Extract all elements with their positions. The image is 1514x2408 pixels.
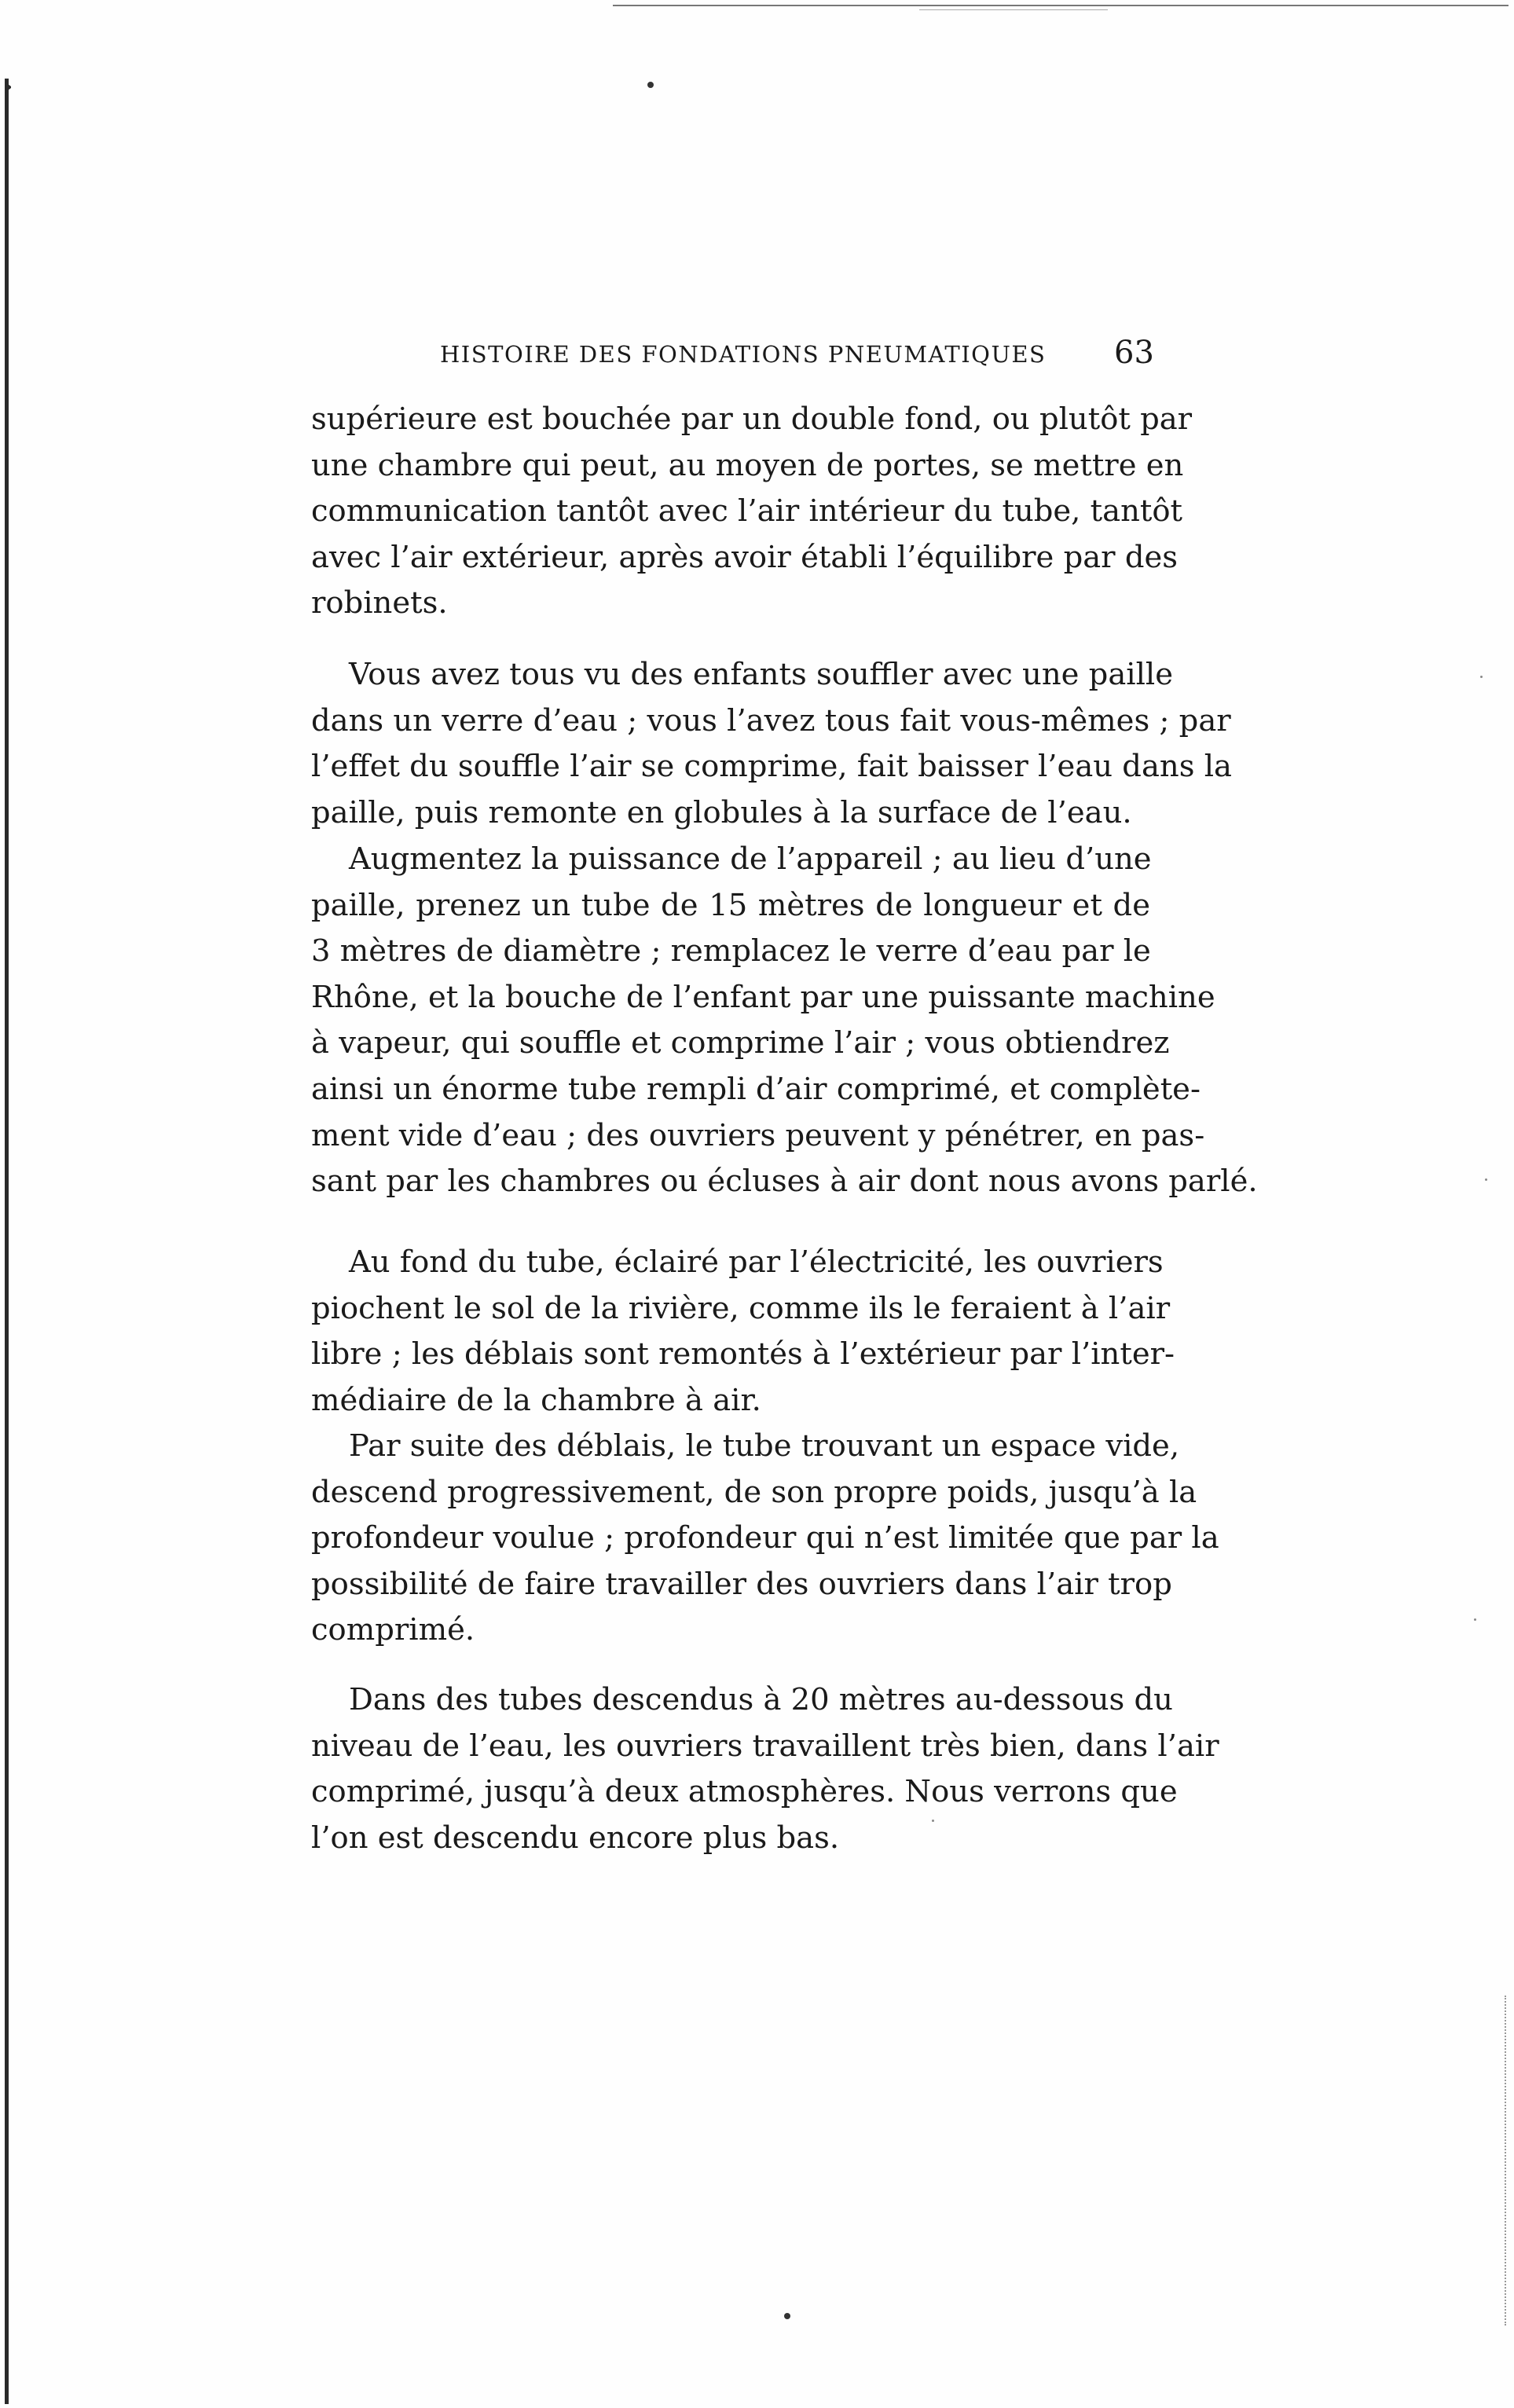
- text-line: une chambre qui peut, au moyen de portes, se mettre en: [311, 447, 1184, 483]
- text-line: l’on est descendu encore plus bas.: [311, 1820, 840, 1856]
- text-line: descend progressivement, de son propre poids, jusqu’à la: [311, 1474, 1197, 1510]
- text-line: à vapeur, qui souffle et comprime l’air ; vous obtiendrez: [311, 1025, 1170, 1061]
- paragraph-5: [311, 1424, 1219, 1654]
- text-line: avec l’air extérieur, après avoir établi l’équilibre par des: [311, 539, 1179, 575]
- page-number: 63: [1114, 335, 1154, 371]
- text-line: libre ; les déblais sont remontés à l’extérieur par l’inter-: [311, 1336, 1175, 1373]
- text-line: sant par les chambres ou écluses à air dont nous avons parlé.: [311, 1164, 1258, 1200]
- ink-speck: [1474, 1618, 1476, 1621]
- text-line: comprimé.: [311, 1612, 475, 1648]
- running-header: HISTOIRE DES FONDATIONS PNEUMATIQUES: [440, 341, 1047, 368]
- text-line: dans un verre d’eau ; vous l’avez tous fait vous-mêmes ; par: [311, 702, 1231, 739]
- paragraph-4: [311, 1240, 1175, 1424]
- paragraph-1: [311, 397, 1193, 627]
- text-line: paille, puis remonte en globules à la surface de l’eau.: [311, 794, 1132, 830]
- text-line: piochent le sol de la rivière, comme ils le feraient à l’air: [311, 1290, 1171, 1326]
- text-line: 3 mètres de diamètre ; remplacez le verre d’eau par le: [311, 933, 1151, 969]
- text-line: l’effet du souffle l’air se comprime, fait baisser l’eau dans la: [311, 749, 1232, 785]
- top-scan-edge: [613, 5, 1509, 6]
- paragraph-3: [311, 837, 1258, 1205]
- text-line: médiaire de la chambre à air.: [311, 1382, 761, 1418]
- right-scan-edge: [1505, 1996, 1508, 2326]
- text-line: Au fond du tube, éclairé par l’électricité, les ouvriers: [349, 1244, 1164, 1280]
- text-line: niveau de l’eau, les ouvriers travaillent très bien, dans l’air: [311, 1728, 1219, 1764]
- ink-speck: [1485, 1178, 1487, 1181]
- text-line: comprimé, jusqu’à deux atmosphères. Nous verrons que: [311, 1774, 1178, 1810]
- binding-edge: [5, 79, 9, 2404]
- text-line: ainsi un énorme tube rempli d’air comprimé, et complète-: [311, 1071, 1201, 1107]
- text-line: Augmentez la puissance de l’appareil ; au lieu d’une: [349, 841, 1152, 877]
- paragraph-6: [311, 1677, 1219, 1861]
- text-line: ment vide d’eau ; des ouvriers peuvent y pénétrer, en pas-: [311, 1117, 1205, 1153]
- text-line: communication tantôt avec l’air intérieur du tube, tantôt: [311, 493, 1182, 530]
- top-scan-edge-secondary: [919, 9, 1108, 10]
- binding-mark: [5, 82, 16, 93]
- ink-speck: [1480, 676, 1483, 678]
- text-line: supérieure est bouchée par un double fond, ou plutôt par: [311, 401, 1193, 437]
- text-line: profondeur voulue ; profondeur qui n’est limitée que par la: [311, 1520, 1219, 1556]
- text-line: Dans des tubes descendus à 20 mètres au-dessous du: [349, 1682, 1173, 1717]
- text-line: possibilité de faire travailler des ouvriers dans l’air trop: [311, 1566, 1172, 1602]
- text-line: Vous avez tous vu des enfants souffler avec une paille: [349, 657, 1173, 692]
- paragraph-2: [311, 652, 1232, 836]
- text-line: robinets.: [311, 585, 448, 621]
- text-line: Par suite des déblais, le tube trouvant un espace vide,: [349, 1428, 1180, 1464]
- ink-dot-bottom: [784, 2313, 790, 2319]
- text-line: Rhône, et la bouche de l’enfant par une puissante machine: [311, 979, 1215, 1015]
- text-line: paille, prenez un tube de 15 mètres de longueur et de: [311, 887, 1150, 923]
- ink-dot-top: [647, 82, 654, 88]
